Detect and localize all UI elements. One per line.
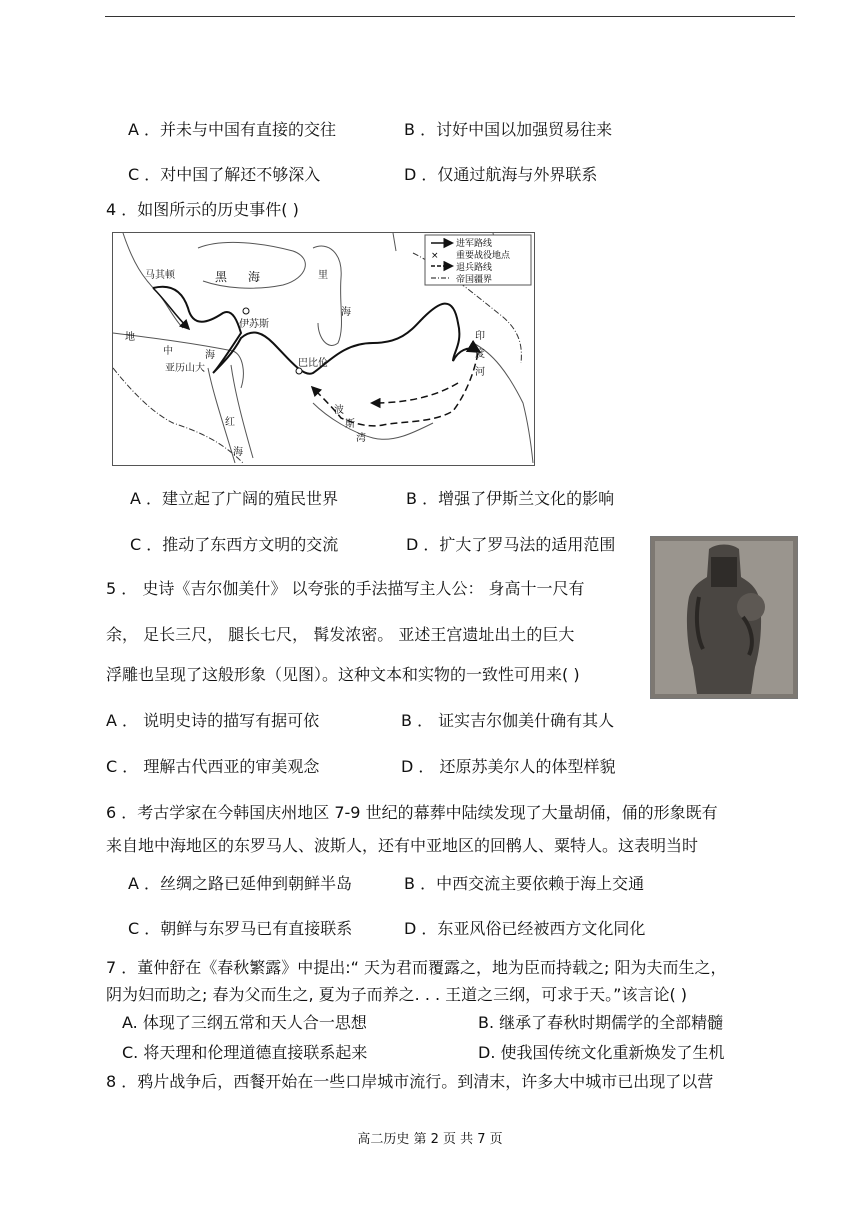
advance-route-2 bbox=[153, 288, 188, 328]
legend-advance: 进军路线 bbox=[456, 239, 493, 249]
q3-option-a[interactable]: A ．并未与中国有直接的交往 bbox=[128, 120, 337, 139]
q5-option-c[interactable]: C ． 理解古代西亚的审美观念 bbox=[106, 757, 320, 776]
caspian-coast bbox=[313, 246, 342, 345]
label-red-sea-1: 红 bbox=[225, 417, 235, 428]
red-sea-coast-2 bbox=[231, 365, 253, 458]
label-gulf-2: 斯 bbox=[345, 419, 355, 430]
label-macedonia: 马其顿 bbox=[145, 270, 175, 281]
q6-line-2: 来自地中海地区的东罗马人、波斯人，还有中亚地区的回鹘人、粟特人。这表明当时 bbox=[106, 836, 699, 855]
label-babylon: 巴比伦 bbox=[298, 358, 328, 369]
label-med-3: 海 bbox=[205, 350, 215, 361]
label-alexandria: 亚历山大 bbox=[165, 363, 205, 374]
label-med-2: 中 bbox=[163, 346, 173, 357]
q3-option-b[interactable]: B ．讨好中国以加强贸易往来 bbox=[404, 120, 613, 139]
q7-line-2: 阴为妇而助之; 春为父而生之, 夏为子而养之. . . 王道之三纲，可求于天。”该言论( ) bbox=[106, 985, 688, 1004]
q6-option-a[interactable]: A ．丝绸之路已延伸到朝鲜半岛 bbox=[128, 874, 353, 893]
q3-option-d[interactable]: D ．仅通过航海与外界联系 bbox=[404, 165, 598, 184]
retreat-route-2 bbox=[373, 383, 458, 403]
map-svg bbox=[113, 233, 534, 465]
q5-option-a[interactable]: A ． 说明史诗的描写有据可依 bbox=[106, 711, 320, 730]
legend-battle: 重要战役地点 bbox=[456, 251, 511, 261]
label-med-1: 地 bbox=[125, 332, 135, 343]
q4-option-a[interactable]: A ．建立起了广阔的殖民世界 bbox=[130, 489, 339, 508]
label-caspian-2: 海 bbox=[341, 307, 351, 318]
q6-line-1: 6 ．考古学家在今韩国庆州地区 7-9 世纪的幕葬中陆续发现了大量胡俑，俑的形象既有 bbox=[106, 803, 718, 822]
q5-line-1: 5 ． 史诗《吉尔伽美什》 以夸张的手法描写主人公： 身高十一尺有 bbox=[106, 579, 585, 598]
q6-option-b[interactable]: B ．中西交流主要依赖于海上交通 bbox=[404, 874, 645, 893]
q6-option-d[interactable]: D ．东亚风俗已经被西方文化同化 bbox=[404, 919, 646, 938]
q7-option-d[interactable]: D. 使我国传统文化重新焕发了生机 bbox=[478, 1043, 725, 1062]
header-rule bbox=[105, 16, 795, 17]
q5-option-b[interactable]: B ． 证实吉尔伽美什确有其人 bbox=[401, 711, 615, 730]
red-sea-coast-1 bbox=[208, 368, 235, 463]
q7-option-c[interactable]: C. 将天理和伦理道德直接联系起来 bbox=[122, 1043, 368, 1062]
label-black-sea-2: 海 bbox=[248, 270, 261, 284]
gilgamesh-relief-image bbox=[650, 536, 798, 699]
q4-option-c[interactable]: C ．推动了东西方文明的交流 bbox=[130, 535, 339, 554]
q7-option-b[interactable]: B. 继承了春秋时期儒学的全部精髓 bbox=[478, 1013, 724, 1032]
map-legend bbox=[425, 235, 531, 285]
label-indus-3: 河 bbox=[475, 367, 485, 378]
q6-option-c[interactable]: C ．朝鲜与东罗马已有直接联系 bbox=[128, 919, 353, 938]
q7-option-a[interactable]: A. 体现了三纲五常和天人合一思想 bbox=[122, 1013, 367, 1032]
label-issus: 伊苏斯 bbox=[239, 319, 269, 330]
q4-option-b[interactable]: B ．增强了伊斯兰文化的影响 bbox=[406, 489, 615, 508]
label-indus-1: 印 bbox=[475, 331, 485, 342]
page-footer: 高二历史 第 2 页 共 7 页 bbox=[357, 1132, 503, 1147]
label-gulf-1: 波 bbox=[334, 405, 344, 416]
legend-retreat: 退兵路线 bbox=[456, 263, 493, 273]
label-gulf-3: 湾 bbox=[356, 433, 366, 444]
q5-line-3: 浮雕也呈现了这般形象（见图）。这种文本和实物的一致性可用来( ) bbox=[106, 665, 580, 684]
q7-line-1: 7 ．董仲舒在《春秋繁露》中提出:“ 天为君而覆露之，地为臣而持载之; 阳为夫而生之， bbox=[106, 958, 727, 977]
q5-line-2: 余， 足长三尺， 腿长七尺， 髯发浓密。 亚述王宫遗址出土的巨大 bbox=[106, 625, 575, 644]
battle-site-issus bbox=[243, 308, 249, 314]
svg-text:×: × bbox=[431, 251, 439, 261]
q4-option-d[interactable]: D ．扩大了罗马法的适用范围 bbox=[406, 535, 616, 554]
alexander-campaign-map bbox=[112, 232, 535, 466]
legend-border: 帝国疆界 bbox=[456, 275, 493, 285]
india-coast bbox=[473, 343, 533, 463]
label-indus-2: 度 bbox=[475, 349, 485, 360]
label-red-sea-2: 海 bbox=[233, 447, 243, 458]
q4-stem: 4 ．如图所示的历史事件( ) bbox=[106, 200, 299, 219]
label-black-sea-1: 黑 bbox=[215, 270, 228, 284]
label-caspian-1: 里 bbox=[318, 270, 328, 281]
q3-option-c[interactable]: C ．对中国了解还不够深入 bbox=[128, 165, 321, 184]
q5-option-d[interactable]: D ． 还原苏美尔人的体型样貌 bbox=[401, 757, 616, 776]
q8-line-1: 8 ．鸦片战争后，西餐开始在一些口岸城市流行。到清末，许多大中城市已出现了以营 bbox=[106, 1072, 714, 1091]
